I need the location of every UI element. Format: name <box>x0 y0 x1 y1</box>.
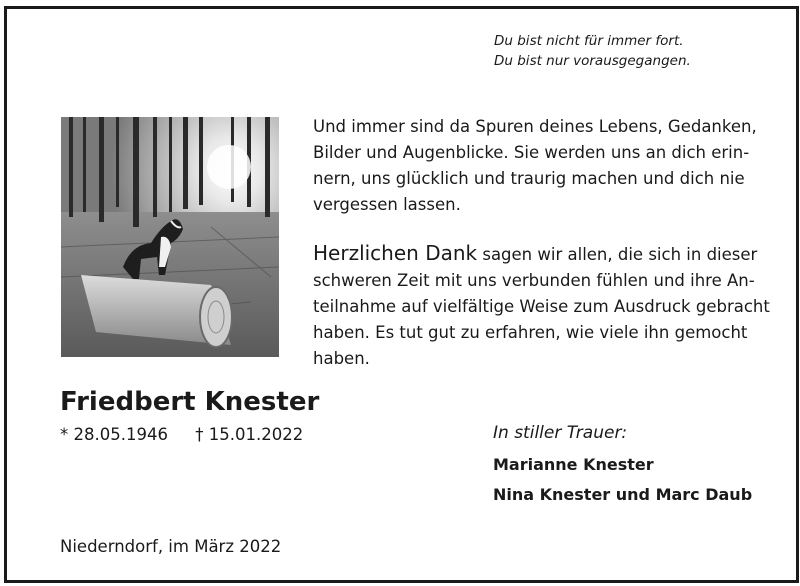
memorial-photo <box>61 117 279 357</box>
quote-line-2: Du bist nur vorausgegangen. <box>494 53 691 69</box>
death-date: † 15.01.2022 <box>195 425 304 444</box>
paragraph-line: schweren Zeit mit uns verbunden fühlen und ihre An- <box>313 271 755 290</box>
paragraph-line <box>313 240 758 268</box>
thanks-line-rest: sagen wir allen, die sich in dieser <box>477 245 758 264</box>
paragraph-line: nern, uns glücklich und traurig machen und dich nie <box>313 169 745 188</box>
birth-date: * 28.05.1946 <box>60 425 168 444</box>
paragraph-line: haben. <box>313 349 370 368</box>
paragraph-thanks <box>313 240 770 372</box>
thanks-lead: Herzlichen Dank <box>313 241 478 265</box>
photo-dog-on-log <box>61 117 279 357</box>
paragraph-line: vergessen lassen. <box>313 195 461 214</box>
mourning-intro: In stiller Trauer: <box>493 423 628 443</box>
quote <box>494 31 691 71</box>
paragraph-line: teilnahme auf vielfältige Weise zum Ausdruck gebracht <box>313 297 770 316</box>
mourner-name: Nina Knester und Marc Daub <box>493 485 753 504</box>
place-and-date: Niederndorf, im März 2022 <box>60 537 282 556</box>
quote-line-1: Du bist nicht für immer fort. <box>494 33 684 49</box>
paragraph-line: Und immer sind da Spuren deines Lebens, Gedanken, <box>313 117 757 136</box>
paragraph-line: Bilder und Augenblicke. Sie werden uns an dich erin- <box>313 143 750 162</box>
paragraph-line: haben. Es tut gut zu erfahren, wie viele ihn gemocht <box>313 323 748 342</box>
mourner-name: Marianne Knester <box>493 455 654 474</box>
life-dates <box>60 425 303 444</box>
deceased-name: Friedbert Knester <box>60 387 320 417</box>
paragraph-memories <box>313 114 757 218</box>
